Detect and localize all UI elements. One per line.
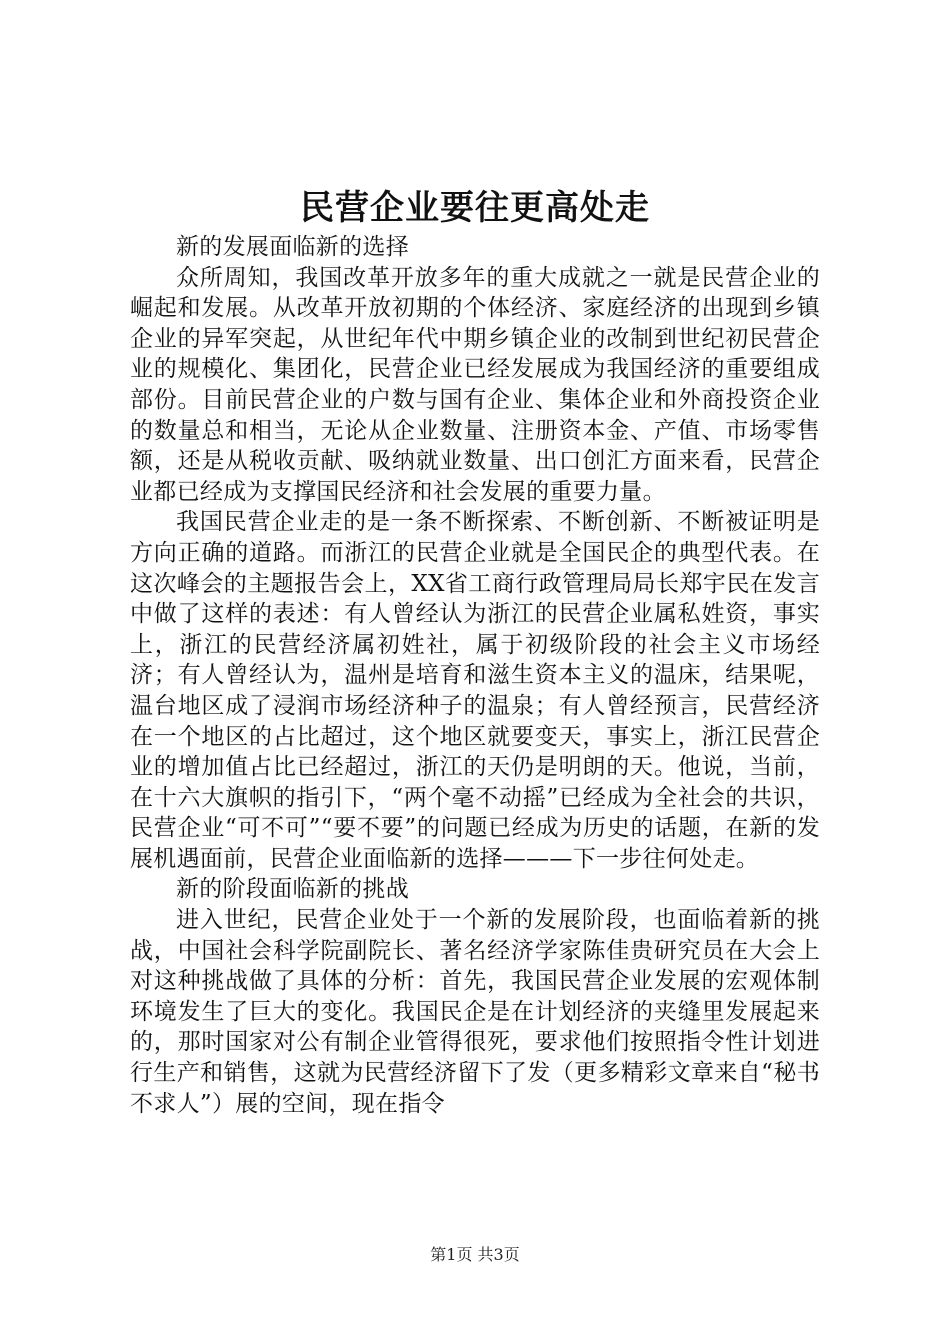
paragraph-1: 众所周知，我国改革开放多年的重大成就之一就是民营企业的崛起和发展。从改革开放初期的个体经济、家庭经济的出现到乡镇企业的异军突起，从世纪年代中期乡镇企业的改制到世纪初民营企业的规模化、集团化，民营企业已经发展成为我国经济的重要组成部份。目前民营企业的户数与国有企业、集体企业和外商投资企业的数量总和相当，无论从企业数量、注册资本金、产值、市场零售额，还是从税收贡献、吸纳就业数量、出口创汇方面来看，民营企业都已经成为支撑国民经济和社会发展的重要力量。 <box>130 264 820 505</box>
paragraph-3: 进入世纪，民营企业处于一个新的发展阶段，也面临着新的挑战，中国社会科学院副院长、著名经济学家陈佳贵研究员在大会上对这种挑战做了具体的分析：首先，我国民营企业发展的宏观体制环境发生了巨大的变化。我国民企是在计划经济的夹缝里发展起来的，那时国家对公有制企业管得很死，要求他们按照指令性计划进行生产和销售，这就为民营经济留下了发（更多精彩文章来自“秘书不求人”）展的空间，现在指令 <box>130 907 820 1117</box>
page-footer: 第1页 共3页 <box>430 1245 520 1264</box>
section-heading-1: 新的发展面临新的选择 <box>176 234 409 260</box>
paragraph-2: 我国民营企业走的是一条不断探索、不断创新、不断被证明是方向正确的道路。而浙江的民营企业就是全国民企的典型代表。在这次峰会的主题报告会上，XX省工商行政管理局局长郑宇民在发言中做了这样的表述：有人曾经认为浙江的民营企业属私姓资，事实上，浙江的民营经济属初姓社，属于初级阶段的社会主义市场经济；有人曾经认为，温州是培育和滋生资本主义的温床，结果呢，温台地区成了浸润市场经济种子的温泉；有人曾经预言，民营经济在一个地区的占比超过，这个地区就要变天，事实上，浙江民营企业的增加值占比已经超过，浙江的天仍是明朗的天。他说，当前，在十六大旗帜的指引下，“两个毫不动摇”已经成为全社会的共识，民营企业“可不可”“要不要”的问题已经成为历史的话题，在新的发展机遇面前，民营企业面临新的选择———下一步往何处走。 <box>130 509 820 872</box>
document-body <box>130 232 820 1119</box>
document-title: 民营企业要往更高处走 <box>300 188 650 228</box>
section-heading-2: 新的阶段面临新的挑战 <box>176 876 409 903</box>
